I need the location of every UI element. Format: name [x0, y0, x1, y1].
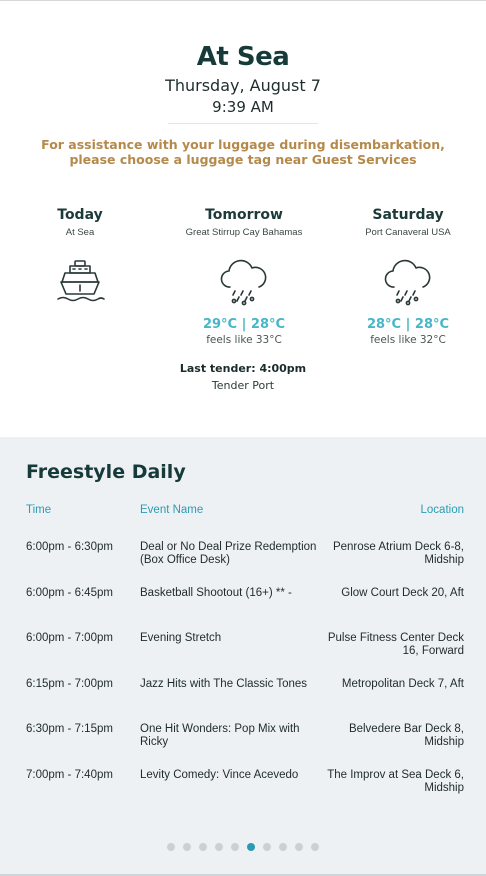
- pagination-dot[interactable]: [215, 843, 223, 851]
- forecast-port: Great Stirrup Cay Bahamas: [185, 227, 303, 238]
- forecast-today: [10, 207, 150, 309]
- column-header-location: Location: [420, 504, 464, 516]
- luggage-notice: For assistance with your luggage during disembarkation, please choose a luggage tag near Guest Services: [41, 137, 445, 167]
- forecast-tomorrow: [174, 207, 314, 346]
- tender-info: [160, 362, 326, 392]
- event-time: 7:00pm - 7:40pm: [26, 769, 113, 781]
- top-divider: [0, 0, 486, 1]
- schedule-row[interactable]: [0, 632, 486, 672]
- current-date: Thursday, August 7: [165, 76, 321, 95]
- last-tender-time: Last tender: 4:00pm: [179, 362, 307, 375]
- freestyle-daily-panel: [0, 437, 486, 874]
- location-title: At Sea: [196, 42, 290, 72]
- pagination-dot[interactable]: [231, 843, 239, 851]
- event-location: Pulse Fitness Center Deck 16, Forward: [327, 632, 464, 657]
- schedule-row[interactable]: [0, 678, 486, 718]
- event-name: Deal or No Deal Prize Redemption (Box Office Desk): [140, 541, 317, 566]
- forecast-day-label: Saturday: [372, 207, 444, 223]
- forecast-temperatures: 29°C | 28°C: [202, 317, 286, 332]
- pagination-dots: [0, 843, 486, 851]
- forecast-feels-like: feels like 33°C: [206, 334, 282, 346]
- column-header-time: Time: [26, 504, 52, 516]
- event-time: 6:00pm - 6:45pm: [26, 587, 113, 599]
- tender-port: Tender Port: [211, 379, 275, 392]
- schedule-row[interactable]: [0, 587, 486, 627]
- column-header-event: Event Name: [140, 504, 204, 516]
- event-location: Belvedere Bar Deck 8, Midship: [348, 723, 464, 748]
- forecast-day-label: Today: [57, 207, 103, 223]
- rain-cloud-icon: [338, 257, 478, 309]
- current-time: 9:39 AM: [212, 98, 274, 116]
- rain-cloud-icon: [174, 257, 314, 309]
- event-name: Evening Stretch: [140, 632, 222, 644]
- pagination-dot[interactable]: [279, 843, 287, 851]
- schedule-row[interactable]: [0, 723, 486, 763]
- schedule-row[interactable]: [0, 769, 486, 809]
- header: [0, 42, 486, 124]
- event-location: Metropolitan Deck 7, Aft: [341, 678, 464, 690]
- forecast-temperatures: 28°C | 28°C: [366, 317, 450, 332]
- pagination-dot[interactable]: [295, 843, 303, 851]
- forecast-feels-like: feels like 32°C: [370, 334, 446, 346]
- event-time: 6:30pm - 7:15pm: [26, 723, 113, 735]
- event-time: 6:00pm - 7:00pm: [26, 632, 113, 644]
- forecast-day-label: Tomorrow: [205, 207, 283, 223]
- pagination-dot[interactable]: [311, 843, 319, 851]
- event-location: Glow Court Deck 20, Aft: [341, 587, 464, 599]
- pagination-dot[interactable]: [247, 843, 255, 851]
- event-location: Penrose Atrium Deck 6-8, Midship: [332, 541, 464, 566]
- schedule-row[interactable]: [0, 541, 486, 581]
- event-name: One Hit Wonders: Pop Mix with Ricky: [140, 723, 300, 748]
- event-time: 6:15pm - 7:00pm: [26, 678, 113, 690]
- event-name: Jazz Hits with The Classic Tones: [140, 678, 308, 690]
- pagination-dot[interactable]: [199, 843, 207, 851]
- pagination-dot[interactable]: [263, 843, 271, 851]
- event-name: Basketball Shootout (16+) ** -: [140, 587, 292, 599]
- ship-icon: [10, 257, 150, 309]
- event-location: The Improv at Sea Deck 6, Midship: [327, 769, 464, 794]
- event-name: Levity Comedy: Vince Acevedo: [140, 769, 299, 781]
- pagination-dot[interactable]: [183, 843, 191, 851]
- event-time: 6:00pm - 6:30pm: [26, 541, 113, 553]
- header-divider: [168, 123, 318, 124]
- pagination-dot[interactable]: [167, 843, 175, 851]
- forecast-port: Port Canaveral USA: [365, 227, 451, 238]
- forecast-port: At Sea: [65, 227, 95, 238]
- forecast-saturday: [338, 207, 478, 346]
- freestyle-daily-title: Freestyle Daily: [26, 461, 186, 483]
